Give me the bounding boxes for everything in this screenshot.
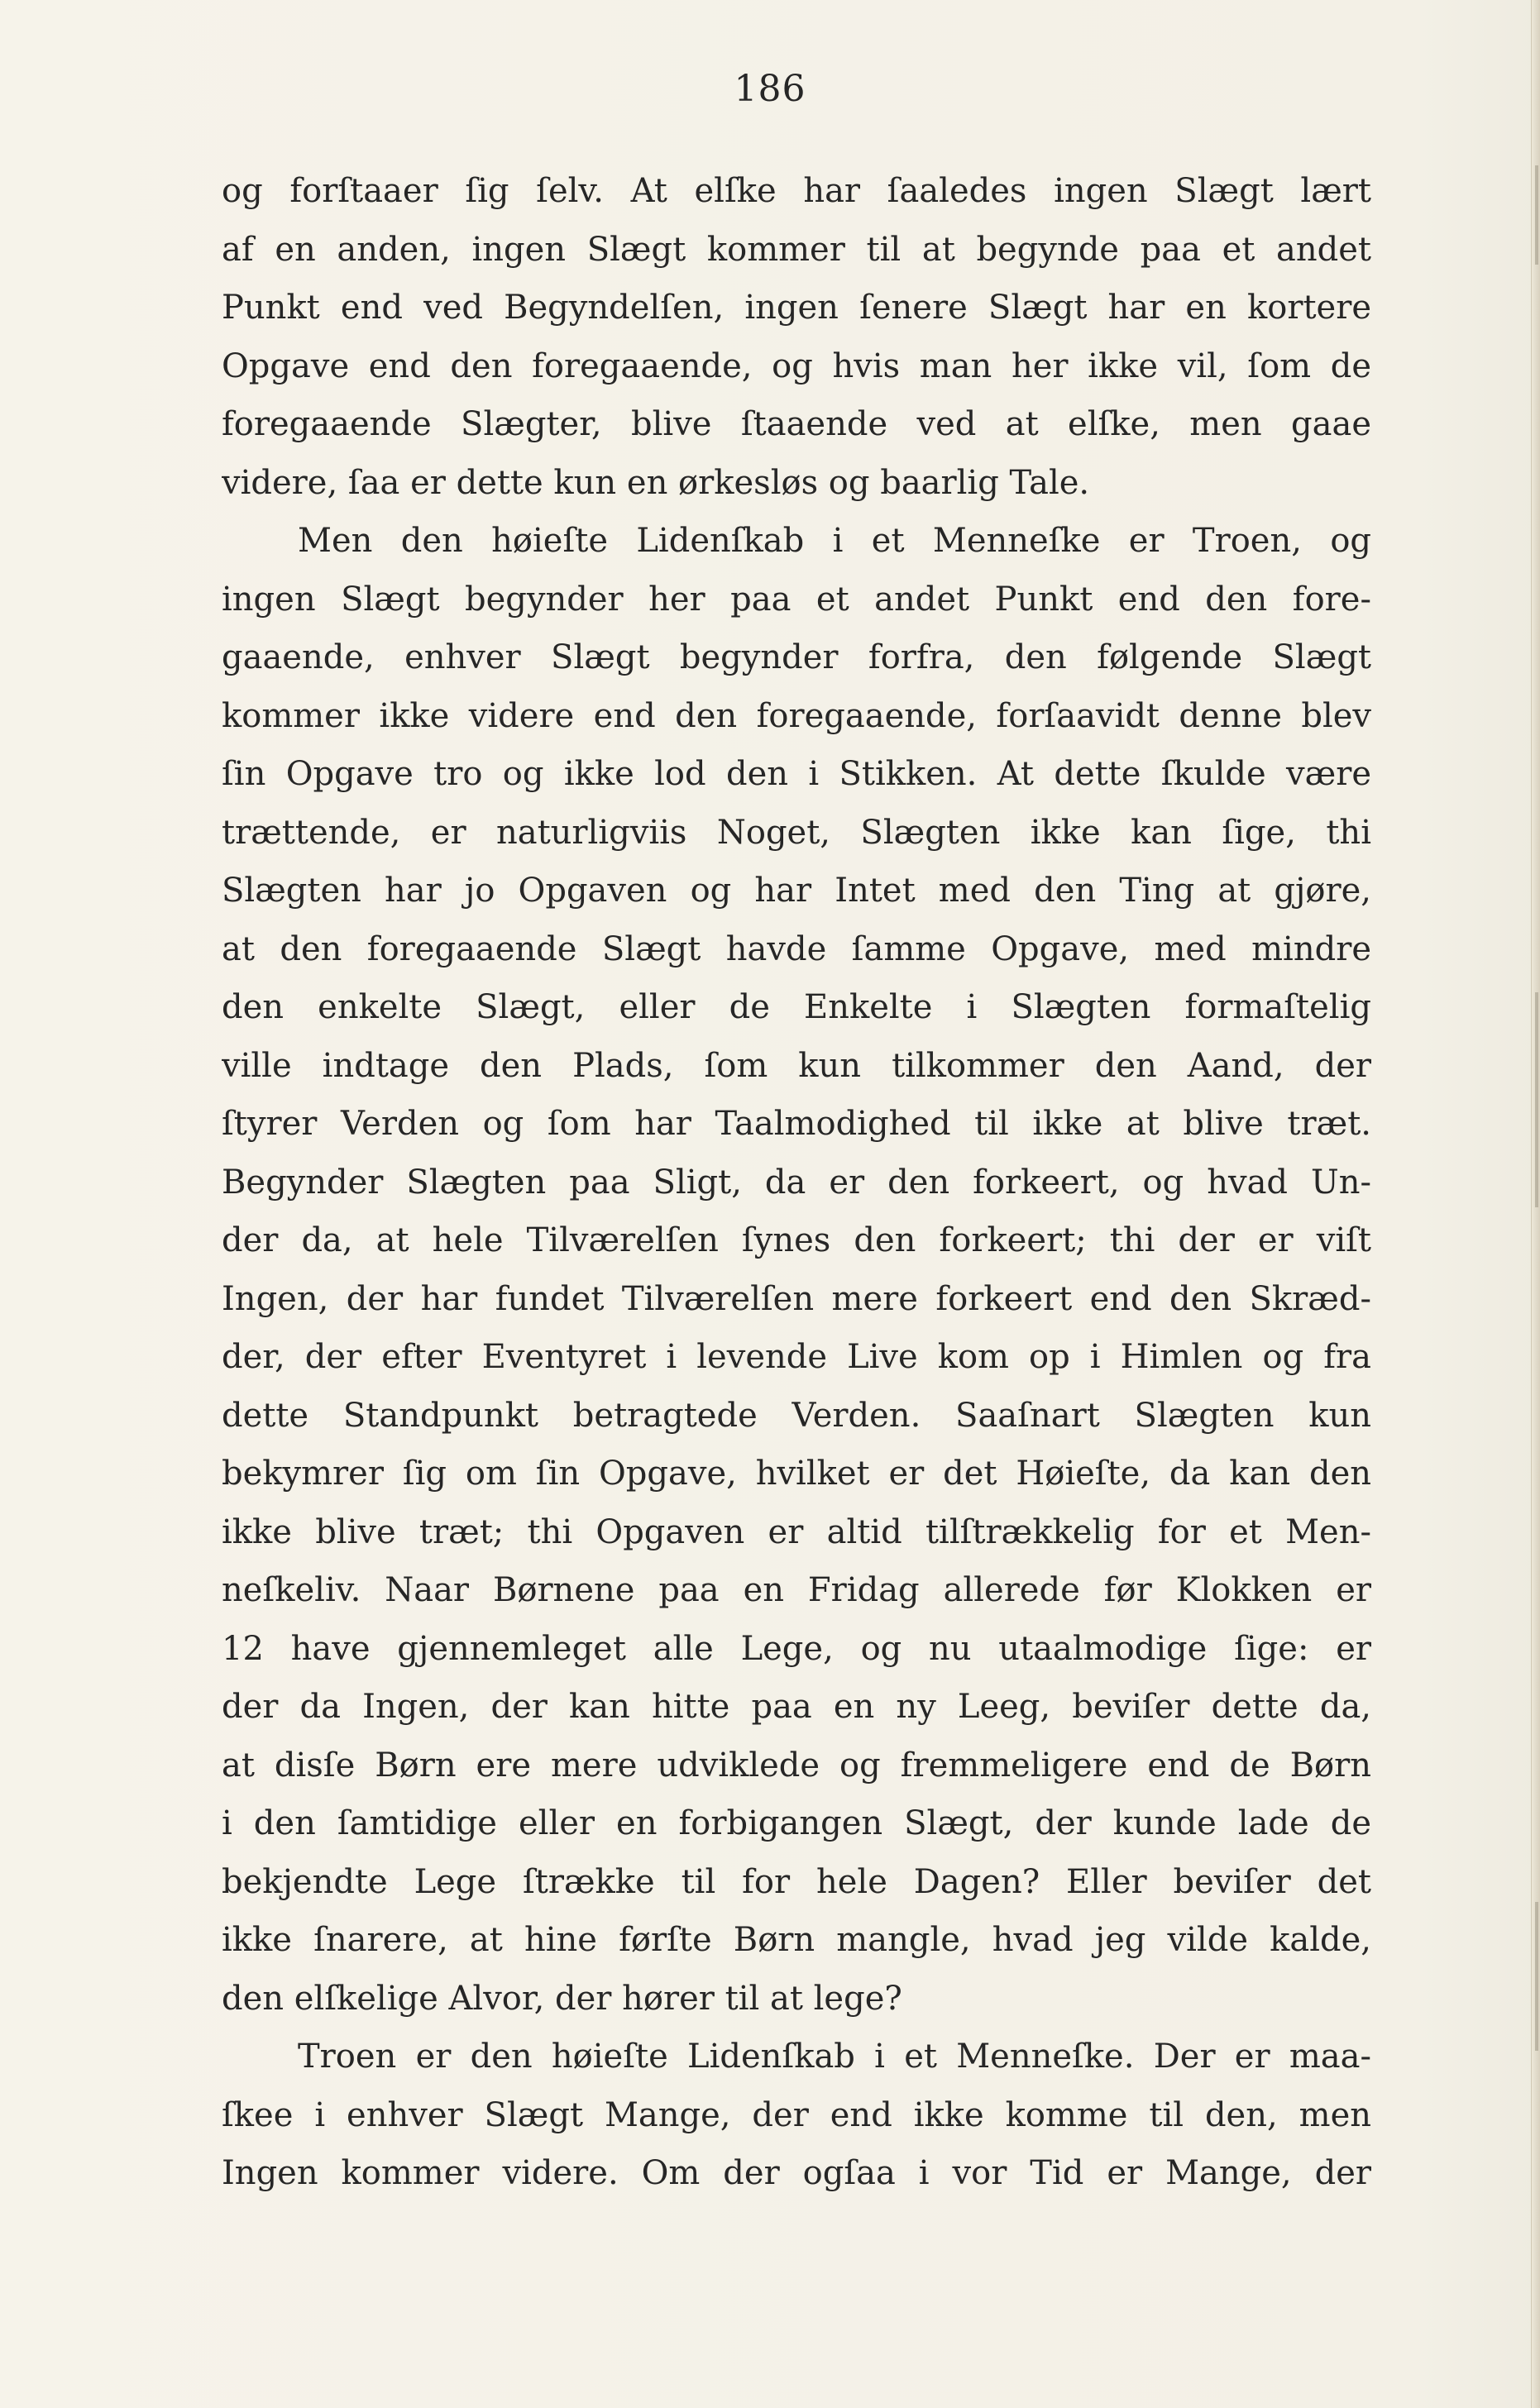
text-line: at den foregaaende Slægt havde ſamme Opgave, med mindre	[222, 929, 1371, 968]
text-line: 12 have gjennemleget alle Lege, og nu utaalmodige ſige: er	[222, 1629, 1371, 1668]
text-line: ſin Opgave tro og ikke lod den i Stikken. At dette ſkulde være	[222, 755, 1371, 793]
text-line: Opgave end den foregaaende, og hvis man her ikke vil, ſom de	[222, 346, 1371, 385]
text-line: ikke blive træt; thi Opgaven er altid tilſtrækkelig for et Men-	[222, 1512, 1371, 1551]
text-line: af en anden, ingen Slægt kommer til at begynde paa et andet	[222, 230, 1371, 269]
text-line: ikke ſnarere, at hine førſte Børn mangle, hvad jeg vilde kalde,	[222, 1921, 1371, 1959]
text-line: videre, ſaa er dette kun en ørkesløs og baarlig Tale.	[222, 463, 1090, 502]
text-line: ſkee i enhver Slægt Mange, der end ikke komme til den, men	[222, 2095, 1371, 2134]
text-line: foregaaende Slægter, blive ſtaaende ved at elſke, men gaae	[222, 405, 1371, 443]
text-line: Troen er den høieſte Lidenſkab i et Menneſke. Der er maa-	[298, 2038, 1371, 2076]
text-line: Slægten har jo Opgaven og har Intet med den Ting at gjøre,	[222, 872, 1371, 910]
text-line: der, der efter Eventyret i levende Live kom op i Himlen og fra	[222, 1338, 1371, 1376]
edge-shadow	[1535, 992, 1538, 1207]
body-text	[222, 162, 1371, 2203]
text-line: bekjendte Lege ſtrække til for hele Dagen? Eller beviſer det	[222, 1862, 1371, 1901]
text-line: ingen Slægt begynder her paa et andet Punkt end den fore-	[222, 580, 1371, 619]
text-line: at disſe Børn ere mere udviklede og fremmeligere end de Børn	[222, 1746, 1371, 1784]
text-line: Ingen kommer videre. Om der ogſaa i vor Tid er Mange, der	[222, 2154, 1371, 2192]
page-number: 186	[734, 68, 806, 110]
text-line: den elſkelige Alvor, der hører til at lege?	[222, 1979, 902, 2018]
text-line: den enkelte Slægt, eller de Enkelte i Slægten formaſtelig	[222, 988, 1371, 1026]
text-line: trættende, er naturligviis Noget, Slægten ikke kan ſige, thi	[222, 813, 1371, 852]
text-line: Men den høieſte Lidenſkab i et Menneſke er Troen, og	[298, 522, 1371, 560]
edge-shadow	[1535, 165, 1538, 265]
text-line: gaaende, enhver Slægt begynder forfra, den følgende Slægt	[222, 638, 1371, 676]
text-line: dette Standpunkt betragtede Verden. Saaſnart Slægten kun	[222, 1396, 1371, 1435]
text-line: bekymrer ſig om ſin Opgave, hvilket er det Høieſte, da kan den	[222, 1455, 1371, 1493]
text-line: ville indtage den Plads, ſom kun tilkommer den Aand, der	[222, 1046, 1371, 1085]
page-edge	[1531, 0, 1540, 2408]
text-line: Begynder Slægten paa Sligt, da er den forkeert, og hvad Un-	[222, 1163, 1371, 1202]
text-line: i den ſamtidige eller en forbigangen Slægt, der kunde lade de	[222, 1804, 1371, 1842]
edge-shadow	[1535, 1902, 1538, 2051]
text-line: neſkeliv. Naar Børnene paa en Fridag allerede før Klokken er	[222, 1571, 1371, 1609]
text-line: ſtyrer Verden og ſom har Taalmodighed til ikke at blive træt.	[222, 1105, 1371, 1143]
text-line: kommer ikke videre end den foregaaende, forſaavidt denne blev	[222, 696, 1371, 735]
text-line: der da, at hele Tilværelſen ſynes den forkeert; thi der er viſt	[222, 1221, 1371, 1259]
text-line: Ingen, der har fundet Tilværelſen mere forkeert end den Skræd-	[222, 1279, 1371, 1318]
text-line: og forſtaaer ſig ſelv. At elſke har ſaaledes ingen Slægt lært	[222, 172, 1371, 210]
text-line: Punkt end ved Begyndelſen, ingen ſenere Slægt har en kortere	[222, 289, 1371, 327]
text-line: der da Ingen, der kan hitte paa en ny Leeg, beviſer dette da,	[222, 1688, 1371, 1726]
